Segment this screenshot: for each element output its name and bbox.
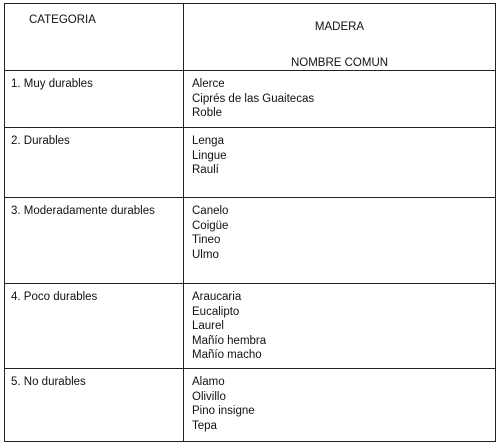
- wood-header-line1: MADERA: [314, 21, 365, 33]
- wood-name: Tepa: [192, 419, 217, 432]
- category-label: 1. Muy durables: [11, 78, 93, 90]
- wood-header-text: [184, 4, 495, 70]
- category-cell: [5, 369, 184, 442]
- category-label: 4. Poco durables: [11, 291, 98, 303]
- wood-names-cell: [184, 369, 496, 442]
- wood-name: Araucaria: [192, 291, 242, 303]
- table-row: [5, 128, 496, 198]
- wood-name: Pino insigne: [192, 405, 255, 418]
- wood-name: Alerce: [192, 78, 225, 90]
- wood-name: Coigüe: [192, 219, 229, 232]
- wood-name: Olivillo: [192, 390, 226, 403]
- wood-column-header: [184, 4, 496, 71]
- wood-name: Laurel: [192, 320, 224, 333]
- category-header-text: CATEGORIA: [29, 14, 96, 26]
- table-row: [5, 369, 496, 442]
- wood-name: Mañío macho: [192, 349, 262, 362]
- wood-names-list: [184, 128, 495, 182]
- category-cell: [5, 71, 184, 128]
- wood-header-line2: NOMBRE COMUN: [290, 57, 389, 69]
- wood-name: Ciprés de las Guaitecas: [192, 92, 315, 105]
- header-row: [5, 4, 496, 71]
- wood-names-list: [184, 198, 495, 266]
- wood-name: Lenga: [192, 135, 224, 147]
- category-label: 5. No durables: [11, 376, 86, 388]
- table-row: [5, 71, 496, 128]
- wood-name: Ulmo: [192, 248, 219, 261]
- table-row: [5, 284, 496, 369]
- wood-names-list: [184, 284, 495, 367]
- wood-names-cell: [184, 71, 496, 128]
- wood-names-cell: [184, 284, 496, 369]
- wood-name: Canelo: [192, 205, 229, 217]
- wood-names-cell: [184, 198, 496, 284]
- category-cell: [5, 128, 184, 198]
- table-row: [5, 198, 496, 284]
- wood-names-list: [184, 369, 495, 437]
- wood-name: Alamo: [192, 376, 225, 388]
- wood-name: Mañío hembra: [192, 334, 267, 347]
- wood-name: Raulí: [192, 164, 219, 177]
- category-column-header: [5, 4, 184, 71]
- wood-name: Lingue: [192, 149, 227, 162]
- wood-name: Roble: [192, 107, 223, 120]
- wood-durability-table: [4, 3, 496, 442]
- category-cell: [5, 198, 184, 284]
- wood-name: Eucalipto: [192, 305, 240, 318]
- wood-names-list: [184, 71, 495, 125]
- wood-name: Tineo: [192, 234, 221, 247]
- wood-names-cell: [184, 128, 496, 198]
- category-label: 2. Durables: [11, 135, 70, 147]
- category-label: 3. Moderadamente durables: [11, 205, 155, 217]
- category-cell: [5, 284, 184, 369]
